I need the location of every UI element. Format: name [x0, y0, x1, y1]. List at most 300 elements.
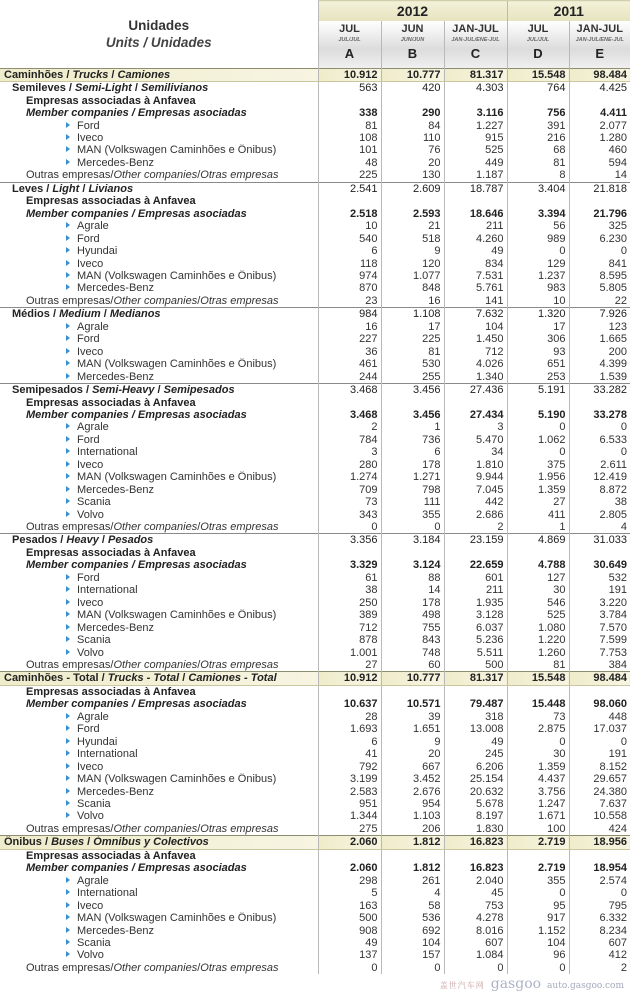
value-cell-d: 81 — [507, 659, 569, 672]
label-es: Otras empresas — [200, 521, 278, 533]
value-cell-a: 792 — [318, 760, 381, 772]
value-cell-d: 983 — [507, 282, 569, 294]
value-cell-e: 0 — [569, 446, 630, 458]
value-cell-d: 391 — [507, 119, 569, 131]
company-name: Mercedes-Benz — [77, 157, 154, 169]
company-row — [0, 711, 630, 723]
column-header-a — [318, 21, 381, 68]
value-cell-a: 784 — [318, 434, 381, 446]
row-label: Member companies / Empresas asociadas — [0, 207, 318, 219]
label-es: Empresas asociadas — [138, 862, 247, 874]
bullet-arrow-icon — [66, 763, 70, 769]
value-cell-c: 45 — [444, 887, 507, 899]
member-heading-row — [0, 195, 630, 207]
company-name: International — [77, 446, 138, 458]
company-row — [0, 496, 630, 508]
company-name: Volvo — [77, 949, 104, 961]
value-cell-b: 110 — [381, 132, 444, 144]
value-cell-c: 7.632 — [444, 308, 507, 321]
value-cell-b: 536 — [381, 912, 444, 924]
column-sub: JUL/JUL — [508, 36, 569, 44]
value-cell-b: 3.184 — [381, 534, 444, 547]
row-label — [0, 711, 318, 723]
value-cell-a: 1.001 — [318, 646, 381, 658]
value-cell-c: 3.128 — [444, 609, 507, 621]
value-cell-c: 5.511 — [444, 646, 507, 658]
value-cell-e — [569, 547, 630, 559]
company-name: Ford — [77, 434, 100, 446]
bullet-arrow-icon — [66, 713, 70, 719]
column-letter: E — [570, 46, 630, 61]
bullet-arrow-icon — [66, 159, 70, 165]
value-cell-e: 14 — [569, 169, 630, 182]
value-cell-b: 111 — [381, 496, 444, 508]
company-name: Iveco — [77, 597, 103, 609]
watermark-logo: gasgoo — [491, 976, 541, 992]
bullet-arrow-icon — [66, 939, 70, 945]
value-cell-b: 498 — [381, 609, 444, 621]
value-cell-a: 2.583 — [318, 785, 381, 797]
row-label — [0, 685, 318, 698]
value-cell-c: 16.823 — [444, 836, 507, 849]
value-cell-a: 49 — [318, 937, 381, 949]
value-cell-b: 748 — [381, 646, 444, 658]
value-cell-b: 88 — [381, 572, 444, 584]
value-cell-e: 7.637 — [569, 798, 630, 810]
row-label: Outras empresas/Other companies/Otras empresas — [0, 962, 318, 974]
company-row — [0, 270, 630, 282]
value-cell-c: 9.944 — [444, 471, 507, 483]
value-cell-a: 61 — [318, 572, 381, 584]
value-cell-e: 594 — [569, 157, 630, 169]
value-cell-b: 120 — [381, 257, 444, 269]
value-cell-e: 325 — [569, 220, 630, 232]
label-es: Empresas asociadas — [138, 107, 247, 119]
company-name: Mercedes-Benz — [77, 282, 154, 294]
value-cell-b: 736 — [381, 434, 444, 446]
value-cell-b: 1.108 — [381, 308, 444, 321]
bullet-arrow-icon — [66, 436, 70, 442]
company-row — [0, 132, 630, 144]
row-label: Member companies / Empresas asociadas — [0, 862, 318, 874]
segment-row — [0, 383, 630, 396]
company-row — [0, 748, 630, 760]
row-label — [0, 220, 318, 232]
value-cell-c — [444, 94, 507, 106]
value-cell-e: 10.558 — [569, 810, 630, 822]
company-row — [0, 321, 630, 333]
value-cell-d: 17 — [507, 321, 569, 333]
row-label — [0, 875, 318, 887]
value-cell-a: 280 — [318, 459, 381, 471]
label-en: Other companies — [113, 962, 197, 974]
bullet-arrow-icon — [66, 323, 70, 329]
company-row — [0, 333, 630, 345]
value-cell-a: 108 — [318, 132, 381, 144]
bullet-arrow-icon — [66, 235, 70, 241]
value-cell-c: 245 — [444, 748, 507, 760]
value-cell-c: 500 — [444, 659, 507, 672]
value-cell-b: 0 — [381, 962, 444, 974]
bullet-arrow-icon — [66, 599, 70, 605]
value-cell-a: 951 — [318, 798, 381, 810]
value-cell-d: 651 — [507, 358, 569, 370]
value-cell-a: 974 — [318, 270, 381, 282]
value-cell-e: 29.657 — [569, 773, 630, 785]
value-cell-a: 275 — [318, 823, 381, 836]
label-pt: Outras empresas — [26, 169, 110, 181]
value-cell-d: 8 — [507, 169, 569, 182]
column-sub: JUN/JUN — [382, 36, 444, 44]
bullet-arrow-icon — [66, 134, 70, 140]
value-cell-a: 500 — [318, 912, 381, 924]
row-label — [0, 321, 318, 333]
value-cell-b: 2.593 — [381, 207, 444, 219]
row-label: Member companies / Empresas asociadas — [0, 559, 318, 571]
value-cell-c: 712 — [444, 345, 507, 357]
value-cell-c: 18.646 — [444, 207, 507, 219]
bullet-arrow-icon — [66, 373, 70, 379]
value-cell-c: 4.303 — [444, 81, 507, 94]
row-label: Member companies / Empresas asociadas — [0, 107, 318, 119]
value-cell-b: 261 — [381, 875, 444, 887]
bullet-arrow-icon — [66, 498, 70, 504]
value-cell-a: 27 — [318, 659, 381, 672]
row-label: Outras empresas/Other companies/Otras empresas — [0, 295, 318, 308]
value-cell-b: 178 — [381, 597, 444, 609]
company-name: Iveco — [77, 459, 103, 471]
company-row — [0, 912, 630, 924]
label-en: Other companies — [113, 823, 197, 835]
row-label: Leves / Light / Livianos — [0, 182, 318, 195]
value-cell-e: 30.649 — [569, 559, 630, 571]
value-cell-e: 1.539 — [569, 370, 630, 383]
value-cell-d: 1.220 — [507, 634, 569, 646]
value-cell-d — [507, 685, 569, 698]
value-cell-d: 1.320 — [507, 308, 569, 321]
company-row — [0, 232, 630, 244]
company-name: Agrale — [77, 220, 109, 232]
column-sub: JAN-JUL/ENE-JUL — [570, 36, 630, 44]
bullet-arrow-icon — [66, 725, 70, 731]
value-cell-a: 28 — [318, 711, 381, 723]
value-cell-e: 6.332 — [569, 912, 630, 924]
value-cell-e: 795 — [569, 899, 630, 911]
value-cell-d: 525 — [507, 609, 569, 621]
value-cell-a: 0 — [318, 962, 381, 974]
value-cell-d — [507, 396, 569, 408]
company-row — [0, 597, 630, 609]
label: Empresas associadas à Anfavea — [26, 850, 196, 862]
value-cell-b: 178 — [381, 459, 444, 471]
label-en: Other companies — [113, 521, 197, 533]
value-cell-c: 7.045 — [444, 483, 507, 495]
label-en: Light — [52, 183, 79, 195]
label-es: Semilivianos — [141, 82, 208, 94]
value-cell-a: 41 — [318, 748, 381, 760]
value-cell-b: 1.651 — [381, 723, 444, 735]
label-pt: Ônibus — [4, 836, 42, 848]
row-label — [0, 257, 318, 269]
company-name: Hyundai — [77, 736, 117, 748]
label-es: Camiones — [118, 69, 171, 81]
value-cell-c: 2 — [444, 521, 507, 534]
value-cell-b: 6 — [381, 446, 444, 458]
value-cell-a: 81 — [318, 119, 381, 131]
label-pt: Semileves — [12, 82, 66, 94]
company-name: International — [77, 748, 138, 760]
value-cell-c: 18.787 — [444, 182, 507, 195]
value-cell-c: 5.761 — [444, 282, 507, 294]
company-row — [0, 508, 630, 520]
company-name: Iveco — [77, 900, 103, 912]
value-cell-a: 908 — [318, 924, 381, 936]
value-cell-e: 98.060 — [569, 698, 630, 710]
value-cell-c: 34 — [444, 446, 507, 458]
label-en: Member companies — [26, 698, 129, 710]
value-cell-e: 1.665 — [569, 333, 630, 345]
company-name: MAN (Volkswagen Caminhões e Ônibus) — [77, 912, 276, 924]
bullet-arrow-icon — [66, 335, 70, 341]
company-name: Mercedes-Benz — [77, 622, 154, 634]
company-row — [0, 875, 630, 887]
company-row — [0, 609, 630, 621]
row-label — [0, 937, 318, 949]
row-label — [0, 572, 318, 584]
value-cell-a: 250 — [318, 597, 381, 609]
value-cell-e: 24.380 — [569, 785, 630, 797]
row-label — [0, 471, 318, 483]
category-total-row — [0, 672, 630, 685]
bullet-arrow-icon — [66, 649, 70, 655]
segment-row — [0, 534, 630, 547]
value-cell-b — [381, 547, 444, 559]
value-cell-d: 764 — [507, 81, 569, 94]
bullet-arrow-icon — [66, 636, 70, 642]
value-cell-c — [444, 849, 507, 862]
value-cell-b: 3.124 — [381, 559, 444, 571]
label-en: Semi-Light — [75, 82, 132, 94]
value-cell-b: 10.571 — [381, 698, 444, 710]
company-row — [0, 157, 630, 169]
row-label: Outras empresas/Other companies/Otras empresas — [0, 659, 318, 672]
value-cell-e: 200 — [569, 345, 630, 357]
column-header-c — [444, 21, 507, 68]
value-cell-c: 7.531 — [444, 270, 507, 282]
value-cell-d: 3.756 — [507, 785, 569, 797]
label-es: Empresas asociadas — [138, 559, 247, 571]
company-name: Ford — [77, 333, 100, 345]
company-name: Iveco — [77, 761, 103, 773]
value-cell-c: 607 — [444, 937, 507, 949]
row-label — [0, 446, 318, 458]
value-cell-b: 518 — [381, 232, 444, 244]
company-row — [0, 949, 630, 961]
value-cell-b: 10.777 — [381, 672, 444, 685]
label-es: Empresas asociadas — [138, 698, 247, 710]
value-cell-a: 3.468 — [318, 383, 381, 396]
value-cell-b: 755 — [381, 621, 444, 633]
value-cell-a: 23 — [318, 295, 381, 308]
other-companies-row — [0, 659, 630, 672]
value-cell-d: 30 — [507, 748, 569, 760]
value-cell-b: 3.456 — [381, 409, 444, 421]
value-cell-e: 8.595 — [569, 270, 630, 282]
value-cell-c — [444, 396, 507, 408]
company-row — [0, 471, 630, 483]
row-label: Médios / Medium / Medianos — [0, 308, 318, 321]
value-cell-d: 216 — [507, 132, 569, 144]
value-cell-e: 31.033 — [569, 534, 630, 547]
value-cell-c: 6.037 — [444, 621, 507, 633]
value-cell-e: 4.399 — [569, 358, 630, 370]
value-cell-c: 23.159 — [444, 534, 507, 547]
value-cell-c: 4.278 — [444, 912, 507, 924]
value-cell-e: 0 — [569, 887, 630, 899]
value-cell-a: 73 — [318, 496, 381, 508]
value-cell-d: 95 — [507, 899, 569, 911]
value-cell-d: 96 — [507, 949, 569, 961]
value-cell-c: 4.026 — [444, 358, 507, 370]
value-cell-a: 6 — [318, 736, 381, 748]
units-header-cell — [0, 1, 318, 69]
bullet-arrow-icon — [66, 511, 70, 517]
company-row — [0, 144, 630, 156]
value-cell-e: 3.784 — [569, 609, 630, 621]
value-cell-b — [381, 396, 444, 408]
company-name: Ford — [77, 120, 100, 132]
label-pt: Leves — [12, 183, 43, 195]
value-cell-a: 227 — [318, 333, 381, 345]
category-total-row — [0, 68, 630, 81]
value-cell-a: 6 — [318, 245, 381, 257]
category-total-row — [0, 836, 630, 849]
value-cell-e: 7.926 — [569, 308, 630, 321]
value-cell-e: 98.484 — [569, 672, 630, 685]
value-cell-e: 8.152 — [569, 760, 630, 772]
label-en: Member companies — [26, 409, 129, 421]
value-cell-b: 10.777 — [381, 68, 444, 81]
value-cell-b: 4 — [381, 887, 444, 899]
bullet-arrow-icon — [66, 360, 70, 366]
company-row — [0, 459, 630, 471]
value-cell-b: 2.609 — [381, 182, 444, 195]
company-row — [0, 798, 630, 810]
value-cell-b: 20 — [381, 748, 444, 760]
value-cell-b: 1.271 — [381, 471, 444, 483]
value-cell-b: 60 — [381, 659, 444, 672]
value-cell-e: 2.611 — [569, 459, 630, 471]
row-label: Semipesados / Semi-Heavy / Semipesados — [0, 383, 318, 396]
value-cell-b — [381, 849, 444, 862]
value-cell-d: 127 — [507, 572, 569, 584]
company-name: MAN (Volkswagen Caminhões e Ônibus) — [77, 773, 276, 785]
label-es: Otras empresas — [200, 962, 278, 974]
value-cell-c: 449 — [444, 157, 507, 169]
label-es: Empresas asociadas — [138, 208, 247, 220]
bullet-arrow-icon — [66, 611, 70, 617]
row-label — [0, 94, 318, 106]
value-cell-c: 0 — [444, 962, 507, 974]
member-heading-row — [0, 849, 630, 862]
value-cell-d: 1.152 — [507, 924, 569, 936]
company-row — [0, 421, 630, 433]
value-cell-c: 601 — [444, 572, 507, 584]
company-name: Agrale — [77, 875, 109, 887]
value-cell-a: 298 — [318, 875, 381, 887]
row-label — [0, 597, 318, 609]
company-name: International — [77, 887, 138, 899]
value-cell-a: 878 — [318, 634, 381, 646]
row-label — [0, 119, 318, 131]
value-cell-a: 0 — [318, 521, 381, 534]
row-label — [0, 949, 318, 961]
value-cell-a: 338 — [318, 107, 381, 119]
value-cell-b — [381, 685, 444, 698]
label: Empresas associadas à Anfavea — [26, 686, 196, 698]
company-name: Iveco — [77, 258, 103, 270]
other-companies-row — [0, 295, 630, 308]
other-companies-row — [0, 823, 630, 836]
company-row — [0, 245, 630, 257]
value-cell-b: 667 — [381, 760, 444, 772]
value-cell-a: 225 — [318, 169, 381, 182]
value-cell-b: 17 — [381, 321, 444, 333]
column-month: JUL — [319, 23, 381, 36]
company-name: Scania — [77, 798, 111, 810]
value-cell-a: 1.693 — [318, 723, 381, 735]
value-cell-a — [318, 547, 381, 559]
row-label — [0, 736, 318, 748]
label-es: Otras empresas — [200, 295, 278, 307]
company-row — [0, 220, 630, 232]
member-companies-row — [0, 862, 630, 874]
value-cell-c: 2.040 — [444, 875, 507, 887]
value-cell-e — [569, 396, 630, 408]
value-cell-d: 0 — [507, 962, 569, 974]
value-cell-d: 15.548 — [507, 672, 569, 685]
company-name: Scania — [77, 496, 111, 508]
row-label — [0, 760, 318, 772]
value-cell-a: 2.060 — [318, 862, 381, 874]
value-cell-d: 15.548 — [507, 68, 569, 81]
value-cell-c: 141 — [444, 295, 507, 308]
column-header-e — [569, 21, 630, 68]
label-es: Empresas asociadas — [138, 409, 247, 421]
value-cell-d: 1.260 — [507, 646, 569, 658]
value-cell-d: 3.404 — [507, 182, 569, 195]
segment-row — [0, 182, 630, 195]
value-cell-d: 989 — [507, 232, 569, 244]
label-en: Member companies — [26, 107, 129, 119]
label-es: Livianos — [88, 183, 133, 195]
value-cell-a — [318, 195, 381, 207]
value-cell-a: 38 — [318, 584, 381, 596]
value-cell-e: 448 — [569, 711, 630, 723]
value-cell-e: 12.419 — [569, 471, 630, 483]
label-en: Trucks - Total — [108, 672, 183, 684]
label-en: Other companies — [113, 295, 197, 307]
label-es: Otras empresas — [200, 169, 278, 181]
company-row — [0, 345, 630, 357]
value-cell-e: 21.796 — [569, 207, 630, 219]
row-label — [0, 621, 318, 633]
value-cell-a: 2.060 — [318, 836, 381, 849]
row-label — [0, 232, 318, 244]
bullet-arrow-icon — [66, 889, 70, 895]
row-label — [0, 798, 318, 810]
value-cell-c: 1.227 — [444, 119, 507, 131]
